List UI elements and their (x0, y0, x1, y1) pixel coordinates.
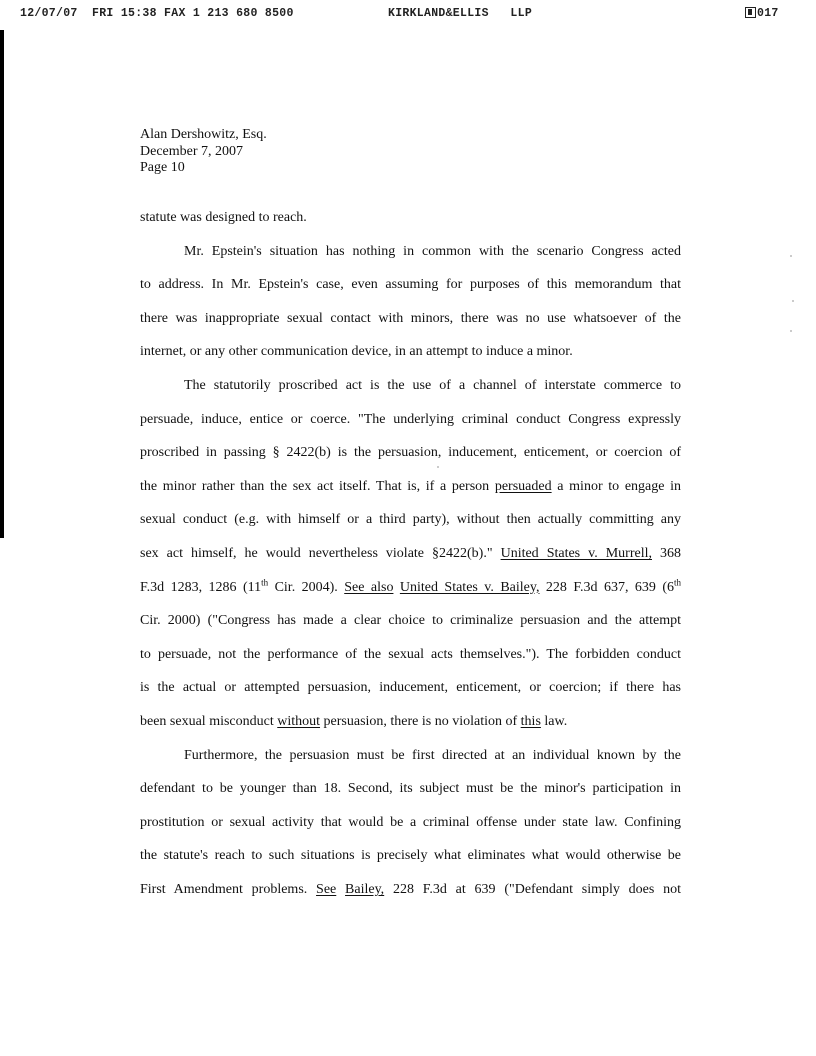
underlined-term: without (277, 713, 321, 729)
body-line: Cir. 2000) ("Congress has made a clear choice to criminalize persuasion and the attempt (140, 613, 681, 629)
body-line: First Amendment problems. See Bailey, 228 F.3d at 639 ("Defendant simply does not (140, 881, 682, 897)
body-line: F.3d 1283, 1286 (11th Cir. 2004). See also United States v. Bailey, 228 F.3d 637, 639 (6th (140, 576, 681, 595)
body-line: to persuade, not the performance of the sexual acts themselves."). The forbidden conduct (140, 646, 681, 662)
body-line: there was inappropriate sexual contact with minors, there was no use whatsoever of the (140, 310, 681, 326)
page-label: Page 10 (140, 160, 185, 175)
body-line: the statute's reach to such situations is precisely what eliminates what would otherwise be (140, 848, 681, 864)
signal-see-also: See also (344, 579, 394, 595)
recipient: Alan Dershowitz, Esq. (140, 127, 267, 142)
fax-firm-name: KIRKLAND&ELLIS LLP (388, 7, 533, 20)
body-line: persuade, induce, entice or coerce. "The underlying criminal conduct Congress expressly (140, 411, 681, 427)
body-line: to address. In Mr. Epstein's case, even assuming for purposes of this memorandum that (140, 277, 681, 293)
signal-see: See (316, 881, 337, 897)
letter-body (140, 201, 681, 906)
body-line: sex act himself, he would nevertheless violate §2422(b)." United States v. Murrell, 368 (140, 545, 682, 561)
body-line: internet, or any other communication device, in an attempt to induce a minor. (140, 344, 573, 360)
scan-speck (790, 255, 792, 257)
case-citation: United States v. Murrell, (500, 545, 652, 561)
body-line: the minor rather than the sex act itself. That is, if a person persuaded a minor to engage in (140, 478, 682, 494)
underlined-term: this (520, 713, 541, 729)
scan-speck (790, 330, 792, 332)
scan-edge-bar (0, 30, 4, 538)
letter-header (140, 127, 267, 177)
body-line: prostitution or sexual activity that would be a criminal offense under state law. Confining (140, 814, 681, 830)
fax-datetime-number: 12/07/07 FRI 15:38 FAX 1 213 680 8500 (20, 7, 294, 20)
body-line: is the actual or attempted persuasion, inducement, enticement, or coercion; if there has (140, 680, 681, 696)
scan-speck (792, 300, 794, 302)
body-line: sexual conduct (e.g. with himself or a third party), without then actually committing any (140, 512, 681, 528)
body-line: Mr. Epstein's situation has nothing in common with the scenario Congress acted (184, 243, 681, 259)
body-line: The statutorily proscribed act is the use of a channel of interstate commerce to (184, 377, 681, 393)
underlined-term: persuaded (494, 478, 552, 494)
letter-date: December 7, 2007 (140, 143, 244, 159)
scan-speck (437, 466, 439, 468)
fax-page-number: 017 (745, 7, 779, 20)
body-line: Furthermore, the persuasion must be first directed at an individual known by the (184, 747, 681, 763)
body-line: statute was designed to reach. (140, 210, 307, 225)
body-line: been sexual misconduct without persuasion, there is no violation of this law. (140, 713, 568, 729)
case-citation: Bailey, (345, 881, 385, 897)
case-citation: United States v. Bailey, (399, 579, 540, 595)
fax-page-icon (745, 7, 756, 18)
body-line: proscribed in passing § 2422(b) is the persuasion, inducement, enticement, or coercion of (140, 445, 681, 461)
body-line: defendant to be younger than 18. Second, its subject must be the minor's participation in (140, 781, 681, 797)
fax-transmission-header (0, 0, 816, 30)
